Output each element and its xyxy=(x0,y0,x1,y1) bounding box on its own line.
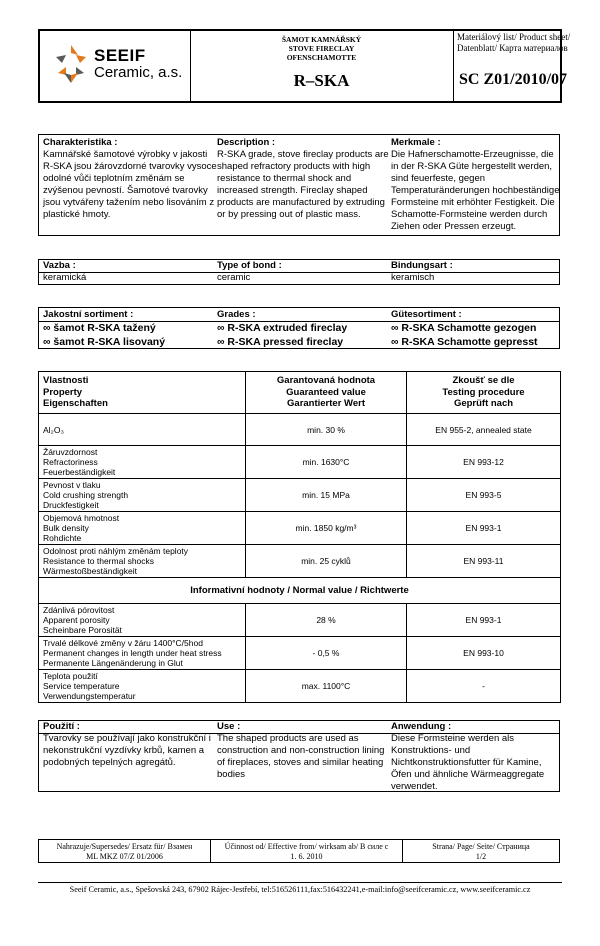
property-name-de: Druckfestigkeit xyxy=(43,500,99,510)
grades-en-item-2: ∞ R-SKA pressed fireclay xyxy=(217,336,344,348)
value-cell: min. 25 cyklů xyxy=(246,545,407,578)
grades-cz xyxy=(39,308,217,349)
usage-de-heading: Anwendung : xyxy=(391,721,452,732)
characteristics-cz-text: Kamnářské šamotové výrobky v jakosti R-SKA jsou žárovzdorné tvarovky vysoce odolné vůči teplotním změnám se zvýšenou pevností. Šamotové tvarovky jsou vytvářeny tažením nebo lisováním z plastické hmoty. xyxy=(43,149,217,220)
procedure-cell: EN 993-1 xyxy=(407,512,561,545)
property-name-en: Permanent changes in length under heat stress xyxy=(43,648,222,658)
bond-de-heading: Bindungsart : xyxy=(391,260,453,271)
supersedes-cell xyxy=(39,840,211,862)
property-name-cz: Zdánlivá pórovitost xyxy=(43,605,115,615)
grades-box xyxy=(38,307,560,349)
usage-en xyxy=(213,721,391,781)
property-cell xyxy=(39,446,246,479)
characteristics-box xyxy=(38,134,560,236)
usage-cz-text: Tvarovky se používají jako konstrukční i nekonstrukční vyzdívky krbů, kamen a podobných tepelných agregátů. xyxy=(43,733,211,768)
sheet-label-1: Materiálový list/ Product sheet/ xyxy=(457,32,571,42)
grades-cz-item-1: ∞ šamot R-SKA tažený xyxy=(43,322,156,334)
property-name-de: Permanente Längenänderung in Glut xyxy=(43,658,183,668)
effective-label: Účinnost od/ Effective from/ wirksam ab/ В силе с xyxy=(224,842,389,851)
characteristics-cz-heading: Charakteristika : xyxy=(43,137,118,148)
grades-de-item-2: ∞ R-SKA Schamotte gepresst xyxy=(391,336,538,348)
characteristics-de-heading: Merkmale : xyxy=(391,137,441,148)
table-row xyxy=(39,545,561,578)
property-cell xyxy=(39,604,246,637)
value-cell: min. 30 % xyxy=(246,414,407,446)
property-name-de: Scheinbare Porosität xyxy=(43,625,122,635)
property-name-cz: Objemová hmotnost xyxy=(43,513,120,523)
procedure-cell: EN 993-1 xyxy=(407,604,561,637)
property-header xyxy=(39,372,246,414)
title-line-en: STOVE FIRECLAY xyxy=(288,44,355,53)
procedure-header-en: Testing procedure xyxy=(442,386,525,398)
seeif-logo-icon xyxy=(52,43,90,85)
bond-en xyxy=(213,260,391,284)
informative-heading: Informativní hodnoty / Normal value / Richtwerte xyxy=(39,578,561,604)
value-cell: - 0,5 % xyxy=(246,637,407,670)
company-subtitle: Ceramic, a.s. xyxy=(94,64,183,81)
effective-cell xyxy=(211,840,403,862)
procedure-cell: EN 993-5 xyxy=(407,479,561,512)
bond-cz-heading: Vazba : xyxy=(43,260,76,271)
informative-heading-row xyxy=(39,578,561,604)
title-line-de: OFENSCHAMOTTE xyxy=(286,53,357,62)
table-row xyxy=(39,414,561,446)
usage-de-text: Diese Formsteine werden als Konstruktions- und Nichtkonstruktionsfutter für Kamine, Öfen und ähnliche Wärmeaggregate verwendet. xyxy=(391,733,545,792)
property-name-en: Resistance to thermal shocks xyxy=(43,556,155,566)
value-header-cz: Garantovaná hodnota xyxy=(276,375,376,387)
procedure-header xyxy=(407,372,561,414)
page-label: Strana/ Page/ Seite/ Страница xyxy=(432,842,530,851)
characteristics-en xyxy=(213,135,391,221)
grades-de-item-1: ∞ R-SKA Schamotte gezogen xyxy=(391,322,537,334)
property-name-cz: Žáruvzdornost xyxy=(43,447,98,457)
property-name-en: Refractoriness xyxy=(43,457,98,467)
value-cell: min. 1630°C xyxy=(246,446,407,479)
usage-en-heading: Use : xyxy=(217,721,241,732)
property-name-en: Apparent porosity xyxy=(43,615,110,625)
property-name: Al₂O₃ xyxy=(43,424,64,435)
value-cell: min. 15 MPa xyxy=(246,479,407,512)
table-row xyxy=(39,637,561,670)
table-row xyxy=(39,479,561,512)
sheet-code: SC Z01/2010/07 xyxy=(459,71,568,88)
bond-de xyxy=(387,260,563,284)
supersedes-value: ML MKZ 07/Z 01/2006 xyxy=(86,851,163,861)
usage-cz-heading: Použití : xyxy=(43,721,80,732)
grades-cz-item-2: ∞ šamot R-SKA lisovaný xyxy=(43,336,166,348)
product-title-block xyxy=(190,31,454,101)
grades-cz-heading: Jakostní sortiment : xyxy=(43,309,134,320)
usage-cz xyxy=(39,721,217,769)
property-header-cz: Vlastnosti xyxy=(43,375,89,387)
procedure-cell: - xyxy=(407,670,561,703)
value-header-en: Guaranteed value xyxy=(286,386,366,398)
property-cell xyxy=(39,545,246,578)
bond-cz xyxy=(39,260,217,284)
supersedes-label: Nahrazuje/Supersedes/ Ersatz für/ Взамен xyxy=(56,842,193,851)
property-cell xyxy=(39,479,246,512)
property-name-en: Bulk density xyxy=(43,523,89,533)
table-row xyxy=(39,446,561,479)
property-name-cz: Odolnost proti náhlým změnám teploty xyxy=(43,546,189,556)
effective-value: 1. 6. 2010 xyxy=(290,851,323,861)
document-header xyxy=(38,29,571,103)
property-header-en: Property xyxy=(43,386,83,398)
value-header xyxy=(246,372,407,414)
value-cell: max. 1100°C xyxy=(246,670,407,703)
grades-de xyxy=(387,308,563,349)
grades-en-heading: Grades : xyxy=(217,309,256,320)
bond-en-heading: Type of bond : xyxy=(217,260,282,271)
property-cell xyxy=(39,670,246,703)
procedure-cell: EN 993-11 xyxy=(407,545,561,578)
characteristics-de xyxy=(387,135,563,233)
characteristics-de-text: Die Hafnerschamotte-Erzeugnisse, die in der R-SKA Güte hergestellt werden, sind feuerfeste, gegen Temperaturänderungen hochbeständige Formsteine mit erhöhter Festigkeit. Die Schamotte-Formsteine werden durch Ziehen oder Pressen erzeugt. xyxy=(391,149,560,232)
table-row xyxy=(39,512,561,545)
property-cell xyxy=(39,414,246,446)
table-row xyxy=(39,604,561,637)
sheet-label-2: Datenblatt/ Карта материалов xyxy=(457,43,568,53)
product-name: R–SKA xyxy=(293,71,350,90)
table-header-row xyxy=(39,372,561,414)
procedure-header-cz: Zkoušť se dle xyxy=(452,375,515,387)
property-name-cz: Trvalé délkové změny v žáru 1400°C/5hod xyxy=(43,638,203,648)
procedure-cell: EN 993-10 xyxy=(407,637,561,670)
property-name-de: Rohdichte xyxy=(43,533,82,543)
value-cell: min. 1850 kg/m³ xyxy=(246,512,407,545)
title-line-cz: ŠAMOT KAMNÁŘSKÝ xyxy=(281,35,362,44)
characteristics-cz xyxy=(39,135,217,221)
sheet-block xyxy=(453,31,571,101)
company-address: Seeif Ceramic, a.s., Spešovská 243, 67902 Rájec-Jestřebí, tel:516526111,fax:516432241,e-mail:info@seeifceramic.cz, www.seeifceramic.cz xyxy=(38,882,562,894)
grades-de-heading: Gütesortiment : xyxy=(391,309,462,320)
value-header-de: Garantierter Wert xyxy=(287,398,365,410)
value-cell: 28 % xyxy=(246,604,407,637)
bond-en-value: ceramic xyxy=(217,272,251,283)
property-cell xyxy=(39,637,246,670)
bond-box xyxy=(38,259,560,285)
procedure-cell: EN 993-12 xyxy=(407,446,561,479)
footer-table xyxy=(38,839,560,863)
property-name-de: Wärmestoßbeständigkeit xyxy=(43,566,138,576)
property-name-cz: Teplota použití xyxy=(43,671,98,681)
table-row xyxy=(39,670,561,703)
property-name-en: Cold crushing strength xyxy=(43,490,129,500)
usage-en-text: The shaped products are used as construction and non-construction lining of fireplaces, stoves and similar heating bodies xyxy=(217,733,385,780)
grades-en-item-1: ∞ R-SKA extruded fireclay xyxy=(217,322,348,334)
property-name-cz: Pevnost v tlaku xyxy=(43,480,101,490)
characteristics-en-heading: Description : xyxy=(217,137,276,148)
usage-de xyxy=(387,721,563,793)
page-cell xyxy=(403,840,559,862)
page-value: 1/2 xyxy=(475,851,487,861)
property-name-en: Service temperature xyxy=(43,681,120,691)
property-header-de: Eigenschaften xyxy=(43,398,108,410)
usage-box xyxy=(38,720,560,792)
bond-de-value: keramisch xyxy=(391,272,435,283)
property-name-de: Verwendungstemperatur xyxy=(43,691,136,701)
procedure-cell: EN 955-2, annealed state xyxy=(407,414,561,446)
company-name: SEEIF xyxy=(94,46,146,65)
procedure-header-de: Geprüft nach xyxy=(453,398,514,410)
grades-en xyxy=(213,308,391,349)
characteristics-en-text: R-SKA grade, stove fireclay products are shaped refractory products with high resistance to thermal shock and increased strength. Fireclay shaped products are manufactured by extruding or by pressing out of plastic mass. xyxy=(217,149,389,220)
properties-table xyxy=(38,371,561,703)
bond-cz-value: keramická xyxy=(43,272,87,283)
property-name-de: Feuerbeständigkeit xyxy=(43,467,116,477)
property-cell xyxy=(39,512,246,545)
company-logo xyxy=(40,31,191,101)
